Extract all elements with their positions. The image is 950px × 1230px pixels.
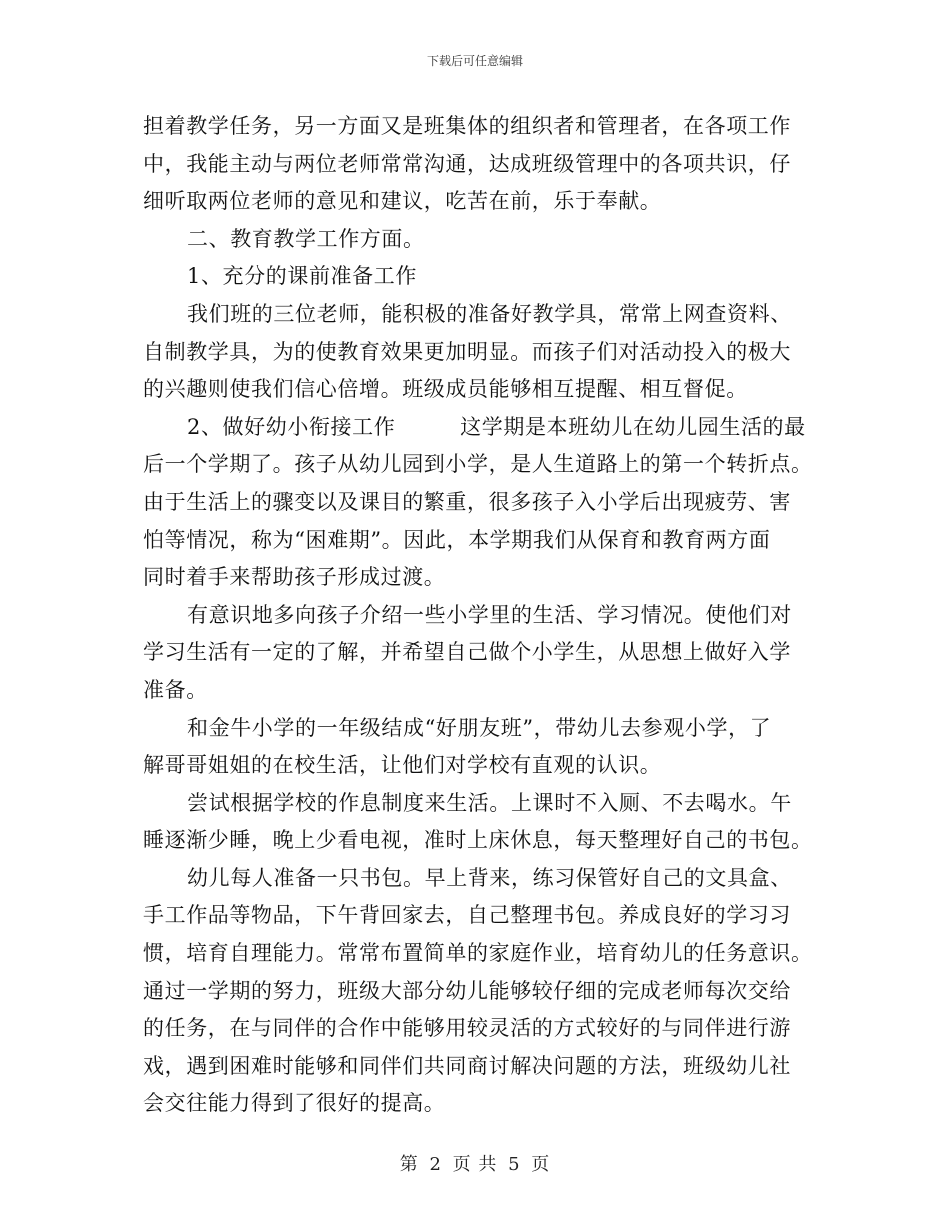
- text-line: 惯，培育自理能力。常常布置简单的家庭作业，培育幼儿的任务意识。: [143, 941, 813, 966]
- text-line: 担着教学任务，另一方面又是班集体的组织者和管理者，在各项工作: [143, 114, 791, 138]
- text-line: 2、做好幼小衔接工作 这学期是本班幼儿在幼儿园生活的最: [187, 414, 806, 439]
- text-line: 怕等情况，称为“困难期”。因此，本学期我们从保育和教育两方面: [143, 527, 771, 552]
- text-line: 的兴趣则使我们信心倍增。班级成员能够相互提醒、相互督促。: [143, 377, 748, 402]
- footer-prefix: 第: [399, 1154, 419, 1175]
- footer-total-pages: 5: [508, 1154, 521, 1175]
- text-line: 我们班的三位老师，能积极的准备好教学具，常常上网查资料、: [187, 301, 792, 326]
- text-line: 戏，遇到困难时能够和同伴们共同商讨解决问题的方法，班级幼儿社: [143, 1053, 791, 1078]
- text-line: 自制教学具，为的使教育效果更加明显。而孩子们对活动投入的极大: [143, 339, 791, 364]
- document-body: [143, 108, 813, 1123]
- text-line: 通过一学期的努力，班级大部分幼儿能够较仔细的完成老师每次交给: [143, 978, 791, 1003]
- text-line: 1、充分的课前准备工作: [187, 264, 417, 289]
- text-line: 由于生活上的骤变以及课目的繁重，很多孩子入小学后出现疲劳、害: [143, 489, 791, 514]
- text-line: 解哥哥姐姐的在校生活，让他们对学校有直观的认识。: [143, 753, 662, 778]
- text-line: 后一个学期了。孩子从幼儿园到小学，是人生道路上的第一个转折点。: [143, 452, 813, 477]
- text-line: 细听取两位老师的意见和建议，吃苦在前，乐于奉献。: [143, 189, 662, 214]
- text-line: 同时着手来帮助孩子形成过渡。: [143, 565, 446, 590]
- footer-suffix: 页: [531, 1154, 551, 1175]
- text-line: 睡逐渐少睡，晚上少看电视，准时上床休息，每天整理好自己的书包。: [143, 828, 813, 853]
- page-header: 下载后可任意编辑: [426, 54, 523, 68]
- text-line: 有意识地多向孩子介绍一些小学里的生活、学习情况。使他们对: [187, 602, 792, 627]
- text-line: 二、教育教学工作方面。: [187, 226, 425, 251]
- text-line: 手工作品等物品，下午背回家去，自己整理书包。养成良好的学习习: [143, 903, 791, 928]
- text-line: 学习生活有一定的了解，并希望自己做个小学生，从思想上做好入学: [143, 640, 791, 665]
- text-line: 幼儿每人准备一只书包。早上背来，练习保管好自己的文具盒、: [187, 865, 792, 890]
- text-line: 会交往能力得到了很好的提高。: [143, 1091, 446, 1116]
- text-line: 准备。: [143, 677, 208, 702]
- footer-page-number: 2: [429, 1154, 442, 1175]
- page-footer: [0, 1150, 950, 1176]
- text-line: 中，我能主动与两位老师常常沟通，达成班级管理中的各项共识，仔: [143, 151, 791, 176]
- text-line: 的任务，在与同伴的合作中能够用较灵活的方式较好的与同伴进行游: [143, 1016, 791, 1041]
- text-line: 和金牛小学的一年级结成“好朋友班”，带幼儿去参观小学，了: [187, 715, 772, 740]
- text-line: 尝试根据学校的作息制度来生活。上课时不入厕、不去喝水。午: [187, 790, 792, 815]
- footer-middle: 页 共: [452, 1154, 498, 1175]
